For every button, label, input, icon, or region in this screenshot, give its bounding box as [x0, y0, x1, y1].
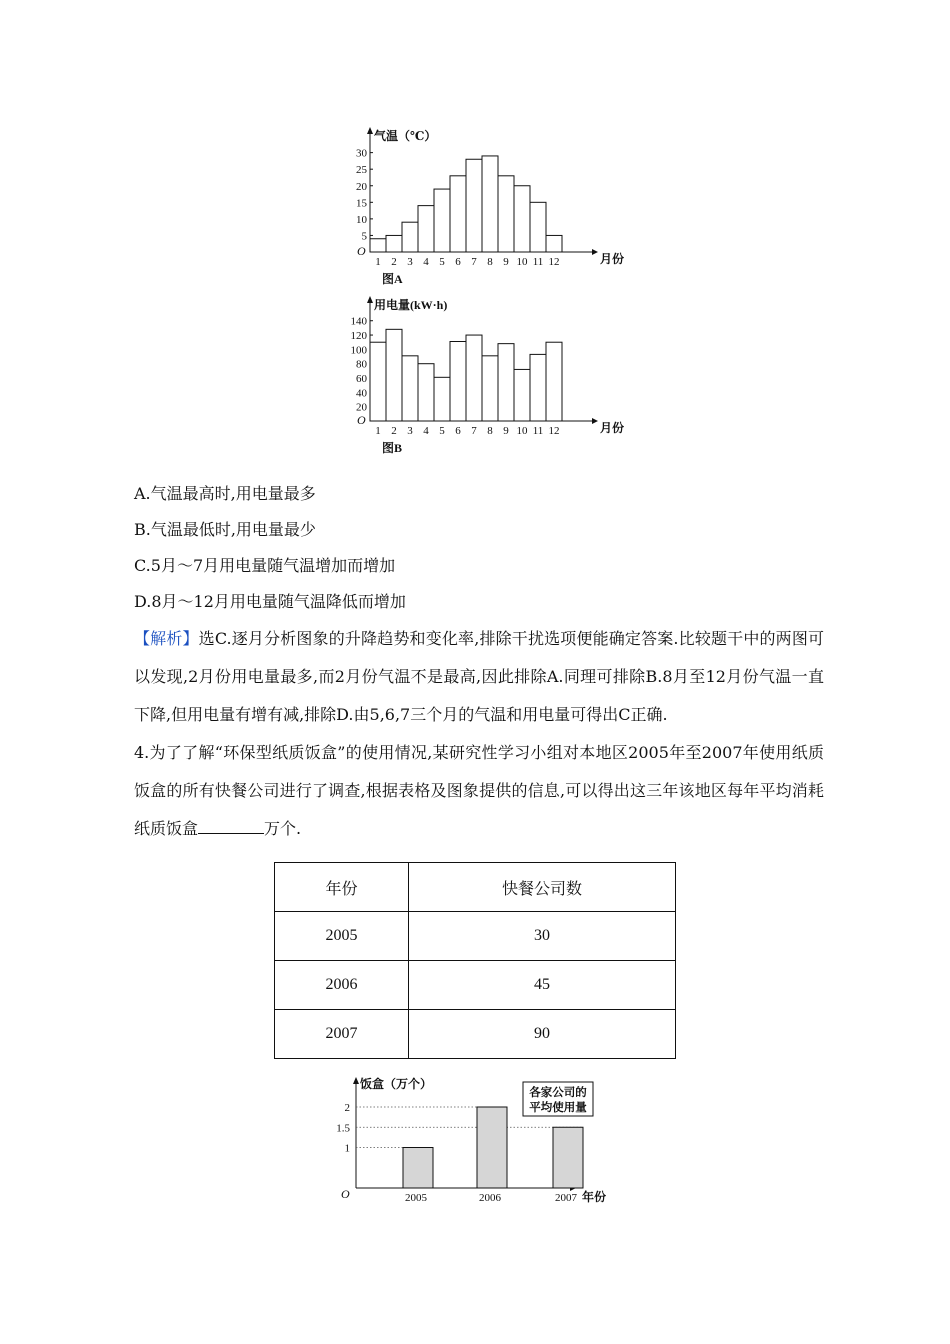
- power-y-tick-label: 20: [356, 401, 367, 414]
- temp-x-tick-label: 3: [407, 256, 413, 268]
- power-x-tick-label: 11: [532, 425, 544, 437]
- temp-bar: [546, 235, 562, 252]
- question-4: [134, 734, 824, 848]
- option-d: D.8月～12月用电量随气温降低而增加: [134, 592, 406, 611]
- table-header-row: [275, 863, 676, 912]
- temp-bar: [386, 235, 402, 252]
- chart-electricity: [350, 295, 625, 455]
- power-x-tick-label: 7: [471, 425, 477, 437]
- temp-bar: [402, 222, 418, 252]
- table-row: [275, 961, 676, 1010]
- power-bar: [546, 342, 562, 421]
- power-bar: [514, 369, 530, 421]
- power-x-tick-label: 5: [439, 425, 445, 437]
- temp-y-tick-label: 25: [356, 164, 367, 177]
- chart-temperature: [350, 126, 625, 286]
- temp-bar: [466, 159, 482, 252]
- company-table: [274, 862, 676, 1059]
- power-y-tick-label: 120: [350, 330, 367, 343]
- option-c: C.5月～7月用电量随气温增加而增加: [134, 556, 396, 575]
- box-bar: [403, 1148, 433, 1189]
- box-y-arrow: [353, 1077, 359, 1084]
- power-y-tick-label: 100: [350, 344, 367, 357]
- power-bar: [466, 335, 482, 421]
- table-row: [275, 912, 676, 961]
- table-cell-year: 2005: [275, 912, 409, 961]
- temp-x-tick-label: 9: [503, 256, 509, 268]
- temp-x-tick-label: 11: [532, 256, 544, 268]
- power-y-arrow: [367, 296, 373, 303]
- analysis-paragraph: [134, 620, 824, 734]
- temp-origin: O: [357, 244, 366, 258]
- table-cell-year: 2006: [275, 961, 409, 1010]
- analysis-text: 选C.逐月分析图象的升降趋势和变化率,排除干扰选项便能确定答案.比较题干中的两图可以发现,2月份用电量最多,而2月份气温不是最高,因此排除A.同理可排除B.8月至12月份气温一直下降,但用电量有增有减,排除D.由5,6,7三个月的气温和用电量可得出C正确.: [134, 629, 824, 724]
- option-b: B.气温最低时,用电量最少: [134, 520, 316, 539]
- power-x-tick-label: 6: [455, 425, 461, 437]
- temp-bar: [450, 176, 466, 252]
- temp-y-tick-label: 30: [356, 147, 367, 160]
- power-x-tick-label: 9: [503, 425, 509, 437]
- temp-x-tick-label: 8: [487, 256, 493, 268]
- temp-bar: [498, 176, 514, 252]
- temp-caption: 图A: [382, 272, 403, 286]
- temp-y-tick-label: 15: [356, 197, 367, 210]
- temp-x-label: 月份: [600, 252, 625, 266]
- answer-blank: [198, 819, 264, 834]
- temp-bar: [530, 202, 546, 252]
- table-cell-count: 45: [409, 961, 676, 1010]
- power-bar: [450, 342, 466, 422]
- option-a: A.气温最高时,用电量最多: [134, 484, 316, 503]
- temp-y-tick-label: 5: [361, 230, 367, 243]
- table-header-year: 年份: [275, 863, 409, 912]
- temp-y-arrow: [367, 127, 373, 134]
- power-y-tick-label: 140: [350, 315, 367, 328]
- box-y-tick-label: 1: [344, 1142, 350, 1155]
- chart-lunchbox-svg: [330, 1074, 620, 1210]
- box-x-tick-label: 2006: [479, 1192, 501, 1204]
- box-y-tick-label: 2: [344, 1102, 350, 1114]
- temp-x-tick-label: 12: [548, 256, 560, 268]
- chart-temperature-svg: [350, 126, 625, 286]
- box-x-tick-label: 2005: [405, 1192, 427, 1204]
- power-x-tick-label: 10: [516, 425, 528, 437]
- power-x-tick-label: 8: [487, 425, 493, 437]
- temp-y-tick-label: 20: [356, 180, 367, 193]
- temp-bar: [482, 156, 498, 252]
- temp-x-arrow: [592, 249, 598, 255]
- temp-x-tick-label: 10: [516, 256, 528, 268]
- power-y-tick-label: 60: [356, 373, 367, 386]
- chart-electricity-svg: [350, 295, 625, 455]
- power-bar: [434, 377, 450, 421]
- question-4-text: 4.为了了解“环保型纸质饭盒”的使用情况,某研究性学习小组对本地区2005年至2007年使用纸质饭盒的所有快餐公司进行了调查,根据表格及图象提供的信息,可以得出这三年该地区每年平均消耗纸质饭盒: [134, 743, 824, 838]
- box-bar: [477, 1107, 507, 1188]
- temp-bar: [370, 239, 386, 252]
- power-bar: [418, 364, 434, 421]
- box-x-label: 年份: [582, 1190, 607, 1204]
- temp-x-tick-label: 5: [439, 256, 445, 268]
- power-y-label: 用电量(kW·h): [374, 298, 448, 312]
- power-bar: [402, 356, 418, 421]
- power-bar: [370, 342, 386, 421]
- power-x-label: 月份: [600, 421, 625, 435]
- box-y-tick-label: 1.5: [336, 1122, 350, 1135]
- box-legend-line-2: 平均使用量: [529, 1102, 587, 1114]
- temp-y-label: 气温（℃）: [374, 129, 437, 143]
- power-y-tick-label: 40: [356, 387, 367, 400]
- box-origin: O: [341, 1187, 350, 1201]
- table-cell-count: 30: [409, 912, 676, 961]
- temp-x-tick-label: 1: [375, 256, 381, 268]
- box-legend-line-1: 各家公司的: [529, 1087, 587, 1099]
- power-x-tick-label: 12: [548, 425, 560, 437]
- power-bar: [530, 354, 546, 421]
- temp-x-tick-label: 7: [471, 256, 477, 268]
- box-y-label: 饭盒（万个）: [360, 1077, 433, 1091]
- chart-lunchbox: [330, 1074, 620, 1210]
- analysis-tag: 【解析】: [134, 629, 199, 648]
- temp-y-tick-label: 10: [356, 213, 367, 226]
- power-x-tick-label: 1: [375, 425, 381, 437]
- power-x-tick-label: 3: [407, 425, 413, 437]
- power-origin: O: [357, 413, 366, 427]
- power-bar: [482, 356, 498, 421]
- power-y-tick-label: 80: [356, 358, 367, 371]
- power-caption: 图B: [382, 441, 403, 455]
- power-bar: [386, 329, 402, 421]
- temp-bar: [418, 206, 434, 252]
- power-x-tick-label: 2: [391, 425, 397, 437]
- temp-bar: [514, 186, 530, 252]
- box-x-tick-label: 2007: [555, 1192, 577, 1204]
- table-cell-year: 2007: [275, 1010, 409, 1059]
- temp-x-tick-label: 6: [455, 256, 461, 268]
- table-row: [275, 1010, 676, 1059]
- temp-bar: [434, 189, 450, 252]
- temp-x-tick-label: 2: [391, 256, 397, 268]
- table-cell-count: 90: [409, 1010, 676, 1059]
- power-x-arrow: [592, 418, 598, 424]
- question-4-unit: 万个.: [264, 819, 302, 838]
- box-bar: [553, 1127, 583, 1188]
- power-x-tick-label: 4: [423, 425, 429, 437]
- table-header-count: 快餐公司数: [409, 863, 676, 912]
- temp-x-tick-label: 4: [423, 256, 429, 268]
- power-bar: [498, 344, 514, 421]
